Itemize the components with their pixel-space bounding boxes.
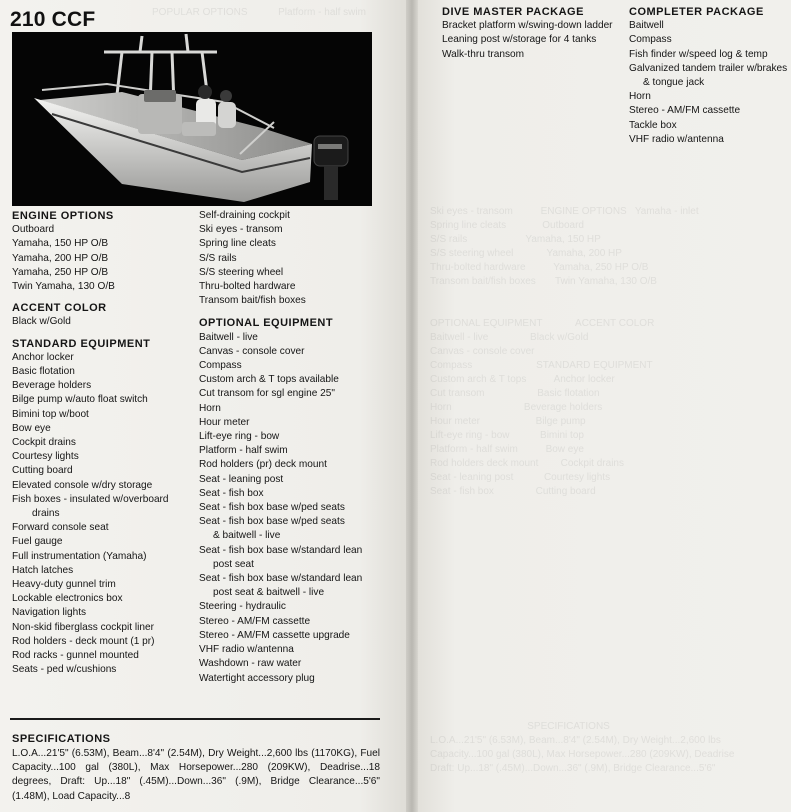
completer-item: Fish finder w/speed log & temp bbox=[629, 48, 768, 60]
optional-item: post seat bbox=[213, 558, 254, 570]
optional-item: Seat - fish box base w/ped seats bbox=[199, 502, 345, 514]
page-gutter bbox=[406, 0, 418, 812]
standard-item: Beverage holders bbox=[12, 380, 92, 392]
completer-item: Galvanized tandem trailer w/brakes bbox=[629, 62, 788, 74]
completer-heading: COMPLETER PACKAGE bbox=[629, 6, 764, 18]
optional-item: Washdown - raw water bbox=[199, 658, 302, 670]
standard-item: Self-draining cockpit bbox=[199, 210, 290, 221]
accent-color-item: Black w/Gold bbox=[12, 316, 71, 328]
standard-item: Lockable electronics box bbox=[12, 593, 123, 605]
standard-item: Rod racks - gunnel mounted bbox=[12, 650, 139, 662]
engine-option: Twin Yamaha, 130 O/B bbox=[12, 281, 115, 293]
optional-item: Hour meter bbox=[199, 416, 250, 428]
standard-item: Fish boxes - insulated w/overboard bbox=[12, 493, 169, 505]
optional-item: Watertight accessory plug bbox=[199, 672, 315, 684]
standard-item: Bilge pump w/auto float switch bbox=[12, 394, 148, 406]
standard-item: Navigation lights bbox=[12, 607, 87, 619]
specifications-text: L.O.A...21'5" (6.53M), Beam...8'4" (2.54M), Dry Weight...2,600 lbs (1170KG), Fuel Capacity...100 gal (380L), Max Horsepower...280 (209KW), Deadrise...18 degrees, Draft: Up...18" (.45M)...Down...36" (.9M), Bridge Clearance...5'6" (1.48M), Load Capacity...8 bbox=[12, 748, 380, 802]
engine-option: Yamaha, 250 HP O/B bbox=[12, 266, 109, 278]
optional-item: Cut transom for sgl engine 25" bbox=[199, 388, 335, 400]
completer-item: VHF radio w/antenna bbox=[629, 133, 724, 145]
optional-equipment-heading: OPTIONAL EQUIPMENT bbox=[199, 317, 334, 330]
standard-item: Courtesy lights bbox=[12, 451, 79, 463]
boat-photo bbox=[12, 32, 372, 206]
standard-item: Full instrumentation (Yamaha) bbox=[12, 550, 147, 562]
standard-item: Forward console seat bbox=[12, 522, 109, 534]
dive-master-item: Walk-thru transom bbox=[442, 48, 525, 60]
optional-item: Canvas - console cover bbox=[199, 345, 305, 357]
completer-item: Stereo - AM/FM cassette bbox=[629, 105, 741, 117]
standard-equipment-heading: STANDARD EQUIPMENT bbox=[12, 337, 151, 350]
optional-item: Baitwell - live bbox=[199, 331, 258, 343]
optional-item: Stereo - AM/FM cassette bbox=[199, 615, 311, 627]
boat-illustration bbox=[12, 32, 372, 206]
optional-item: Platform - half swim bbox=[199, 445, 288, 457]
specs-divider bbox=[10, 718, 380, 720]
standard-item: Seats - ped w/cushions bbox=[12, 664, 117, 676]
standard-item: drains bbox=[32, 508, 60, 520]
dive-master-item: Leaning post w/storage for 4 tanks bbox=[442, 34, 597, 46]
standard-item: Thru-bolted hardware bbox=[199, 281, 296, 293]
dive-master-heading: DIVE MASTER PACKAGE bbox=[442, 6, 584, 18]
completer-item: Baitwell bbox=[629, 20, 664, 32]
standard-item: Heavy-duty gunnel trim bbox=[12, 579, 116, 591]
standard-item: Bow eye bbox=[12, 422, 51, 434]
engine-option: Yamaha, 150 HP O/B bbox=[12, 238, 109, 250]
optional-item: post seat & baitwell - live bbox=[213, 587, 325, 599]
dive-master-item: Bracket platform w/swing-down ladder bbox=[442, 20, 613, 32]
standard-item: Hatch latches bbox=[12, 564, 74, 576]
completer-item: Tackle box bbox=[629, 119, 677, 131]
optional-item: Horn bbox=[199, 402, 221, 414]
standard-item: S/S rails bbox=[199, 252, 237, 264]
standard-item: S/S steering wheel bbox=[199, 266, 284, 278]
standard-item: Cutting board bbox=[12, 465, 73, 477]
optional-item: VHF radio w/antenna bbox=[199, 644, 294, 656]
optional-item: Rod holders (pr) deck mount bbox=[199, 459, 327, 471]
completer-package bbox=[629, 5, 789, 147]
standard-item: Basic flotation bbox=[12, 366, 75, 378]
standard-item: Ski eyes - transom bbox=[199, 224, 283, 236]
optional-item: Seat - fish box base w/ped seats bbox=[199, 516, 345, 528]
optional-item: Seat - leaning post bbox=[199, 473, 284, 485]
standard-item: Cockpit drains bbox=[12, 437, 76, 449]
engine-option: Yamaha, 200 HP O/B bbox=[12, 252, 109, 264]
standard-item: Fuel gauge bbox=[12, 536, 63, 548]
accent-color-heading: ACCENT COLOR bbox=[12, 302, 107, 315]
optional-item: Seat - fish box base w/standard lean bbox=[199, 573, 363, 585]
model-title: 210 CCF bbox=[10, 8, 96, 31]
middle-column bbox=[199, 209, 399, 686]
standard-item: Elevated console w/dry storage bbox=[12, 479, 153, 491]
optional-item: Compass bbox=[199, 360, 242, 372]
engine-options-heading: ENGINE OPTIONS bbox=[12, 210, 114, 222]
specifications-heading: SPECIFICATIONS bbox=[12, 733, 111, 745]
completer-item: Compass bbox=[629, 34, 672, 46]
standard-item: Spring line cleats bbox=[199, 238, 276, 250]
dive-master-package bbox=[442, 5, 627, 62]
standard-item: Bimini top w/boot bbox=[12, 408, 89, 420]
standard-item: Transom bait/fish boxes bbox=[199, 295, 306, 307]
engine-option: Outboard bbox=[12, 224, 55, 236]
optional-item: Custom arch & T tops available bbox=[199, 374, 339, 386]
left-column bbox=[12, 209, 197, 678]
standard-item: Anchor locker bbox=[12, 351, 74, 363]
completer-item: Horn bbox=[629, 91, 651, 103]
optional-item: Stereo - AM/FM cassette upgrade bbox=[199, 629, 350, 641]
optional-item: Seat - fish box bbox=[199, 487, 264, 499]
optional-item: & baitwell - live bbox=[213, 530, 281, 542]
optional-item: Lift-eye ring - bow bbox=[199, 431, 280, 443]
standard-item: Rod holders - deck mount (1 pr) bbox=[12, 635, 155, 647]
optional-item: Steering - hydraulic bbox=[199, 601, 286, 613]
completer-item: & tongue jack bbox=[643, 77, 705, 89]
standard-item: Non-skid fiberglass cockpit liner bbox=[12, 621, 154, 633]
optional-item: Seat - fish box base w/standard lean bbox=[199, 544, 363, 556]
